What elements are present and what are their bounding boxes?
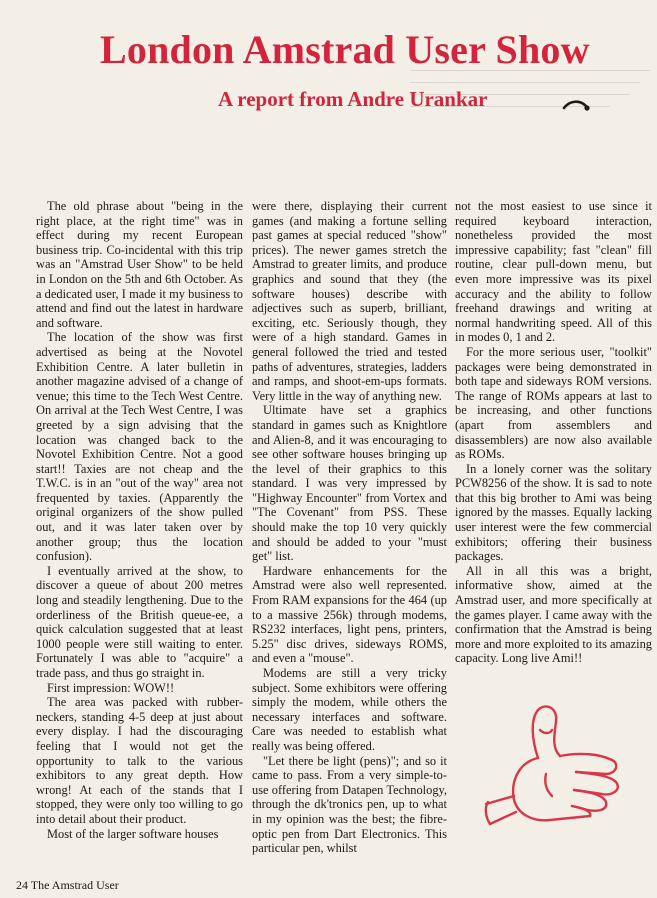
paragraph: Hardware enhancements for the Amstrad were also well represented. From RAM expansions for the 464 (up to a massive 256k) through modems, RS232 interfaces, light pens, printers, 5.25" disc drives, sideways ROMS, and even a "mouse". <box>252 563 447 666</box>
swoosh-ornament-icon <box>562 96 592 116</box>
paragraph: The old phrase about "being in the right place, at the right time" was in effect during my recent European business trip. Co-incidental with this trip was an "Amstrad User Show" to be held in London on the 5th and 6th October. As a dedicated user, I made it my business to attend and find out the latest in hardware and software. <box>36 199 243 330</box>
article-column-2 <box>252 199 447 856</box>
paragraph: Modems are still a very tricky subject. Some exhibitors were offering simply the modem, while others the necessary interfaces and software. Care was needed to establish what really was being offered. <box>252 666 447 753</box>
paragraph: All in all this was a bright, informative show, aimed at the Amstrad user, and more specifically at the games player. I came away with the confirmation that the Amstrad is being more and more exploited to its amazing capacity. Long live Ami!! <box>455 563 652 666</box>
article-title: London Amstrad User Show <box>100 27 590 72</box>
paragraph: I eventually arrived at the show, to discover a queue of about 200 metres long and steadily lengthening. Due to the orderliness of the British queue-ee, a quick calculation suggested that at least 1000 people were still waiting to enter. Fortunately I was able to "acquire" a trade pass, and thus go straight in. <box>36 563 243 680</box>
paragraph: Ultimate have set a graphics standard in games such as Knightlore and Alien-8, and it was encouraging to see other software houses bringing up the level of their graphics to this standard. I was very impressed by "Highway Encounter" from Vortex and "The Covenant" from PSS. These should make the top 10 very quickly and should be added to your "must get" list. <box>252 403 447 564</box>
paragraph: Most of the larger software houses <box>47 826 219 841</box>
paragraph: For the more serious user, "toolkit" packages were being demonstrated in both tape and sideways ROM versions. The range of ROMs appears at last to be increasing, and other functions (apart from assemblers and disassemblers) are now also available as ROMs. <box>455 344 652 462</box>
article-column-1 <box>36 199 243 841</box>
paragraph: The location of the show was first advertised as being at the Novotel Exhibition Centre. A later bulletin in another magazine advised of a change of venue; this time to the Tech West Centre. On arrival at the Tech West Centre, I was greeted by a sign advising that the location was changed back to the Novotel Exhibition Centre. Not a good start!! Taxies are not cheap and the T.W.C. is in an "out of the way" area not frequented by taxies. (Apparently the original organizers of the show pulled out, and it was later taken over by another group; thus the location confusion). <box>36 330 243 564</box>
page-footer: 24 The Amstrad User <box>16 878 119 892</box>
show-through-bleed: ​ <box>390 60 657 200</box>
paragraph: were there, displaying their current games (and making a fortune selling past games at special reduced "show" prices). The newer games stretch the Amstrad to greater limits, and produce graphics and sound that they (the software houses) describe with adjectives such as superb, brilliant, exciting, etc. Seriously though, they were of a high standard. Games in general followed the tried and tested paths of adventures, strategies, ladders and ramps, and shoot-em-ups formats. Very little in the way of anything new. <box>252 199 447 403</box>
paragraph: First impression: WOW!! <box>47 680 175 695</box>
paragraph: "Let there be light (pens)"; and so it came to pass. From a very simple-to-use offering from Datapen Technology, through the dk'tronics pen, up to what in my opinion was the best; the fibre-optic pen from Dart Electronics. This particular pen, whilst <box>252 753 447 856</box>
paragraph: In a lonely corner was the solitary PCW8256 of the show. It is sad to note that this big brother to Ami was being ignored by the masses. Equally lacking user interest were the few commercial exhibitors; offering their business packages. <box>455 461 652 564</box>
article-column-3 <box>455 199 655 666</box>
paragraph: The area was packed with rubber-neckers, standing 4-5 deep at just about every display. I had the discouraging feeling that I would not get the opportunity to talk to the various exhibitors to any great depth. How wrong! At each of the stands that I stopped, they were only too willing to go into detail about their product. <box>36 695 243 826</box>
paragraph: not the most easiest to use since it required keyboard interaction, nonetheless provided the most impressive capability; fast "clean" fill routine, clear pull-down menu, but even more impressive was its pixel accuracy and the ability to follow freehand drawings and writing at normal handwriting speed. All of this in modes 0, 1 and 2. <box>455 199 652 345</box>
thumbs-up-icon <box>480 700 645 830</box>
article-byline: A report from Andre Urankar <box>218 87 488 111</box>
